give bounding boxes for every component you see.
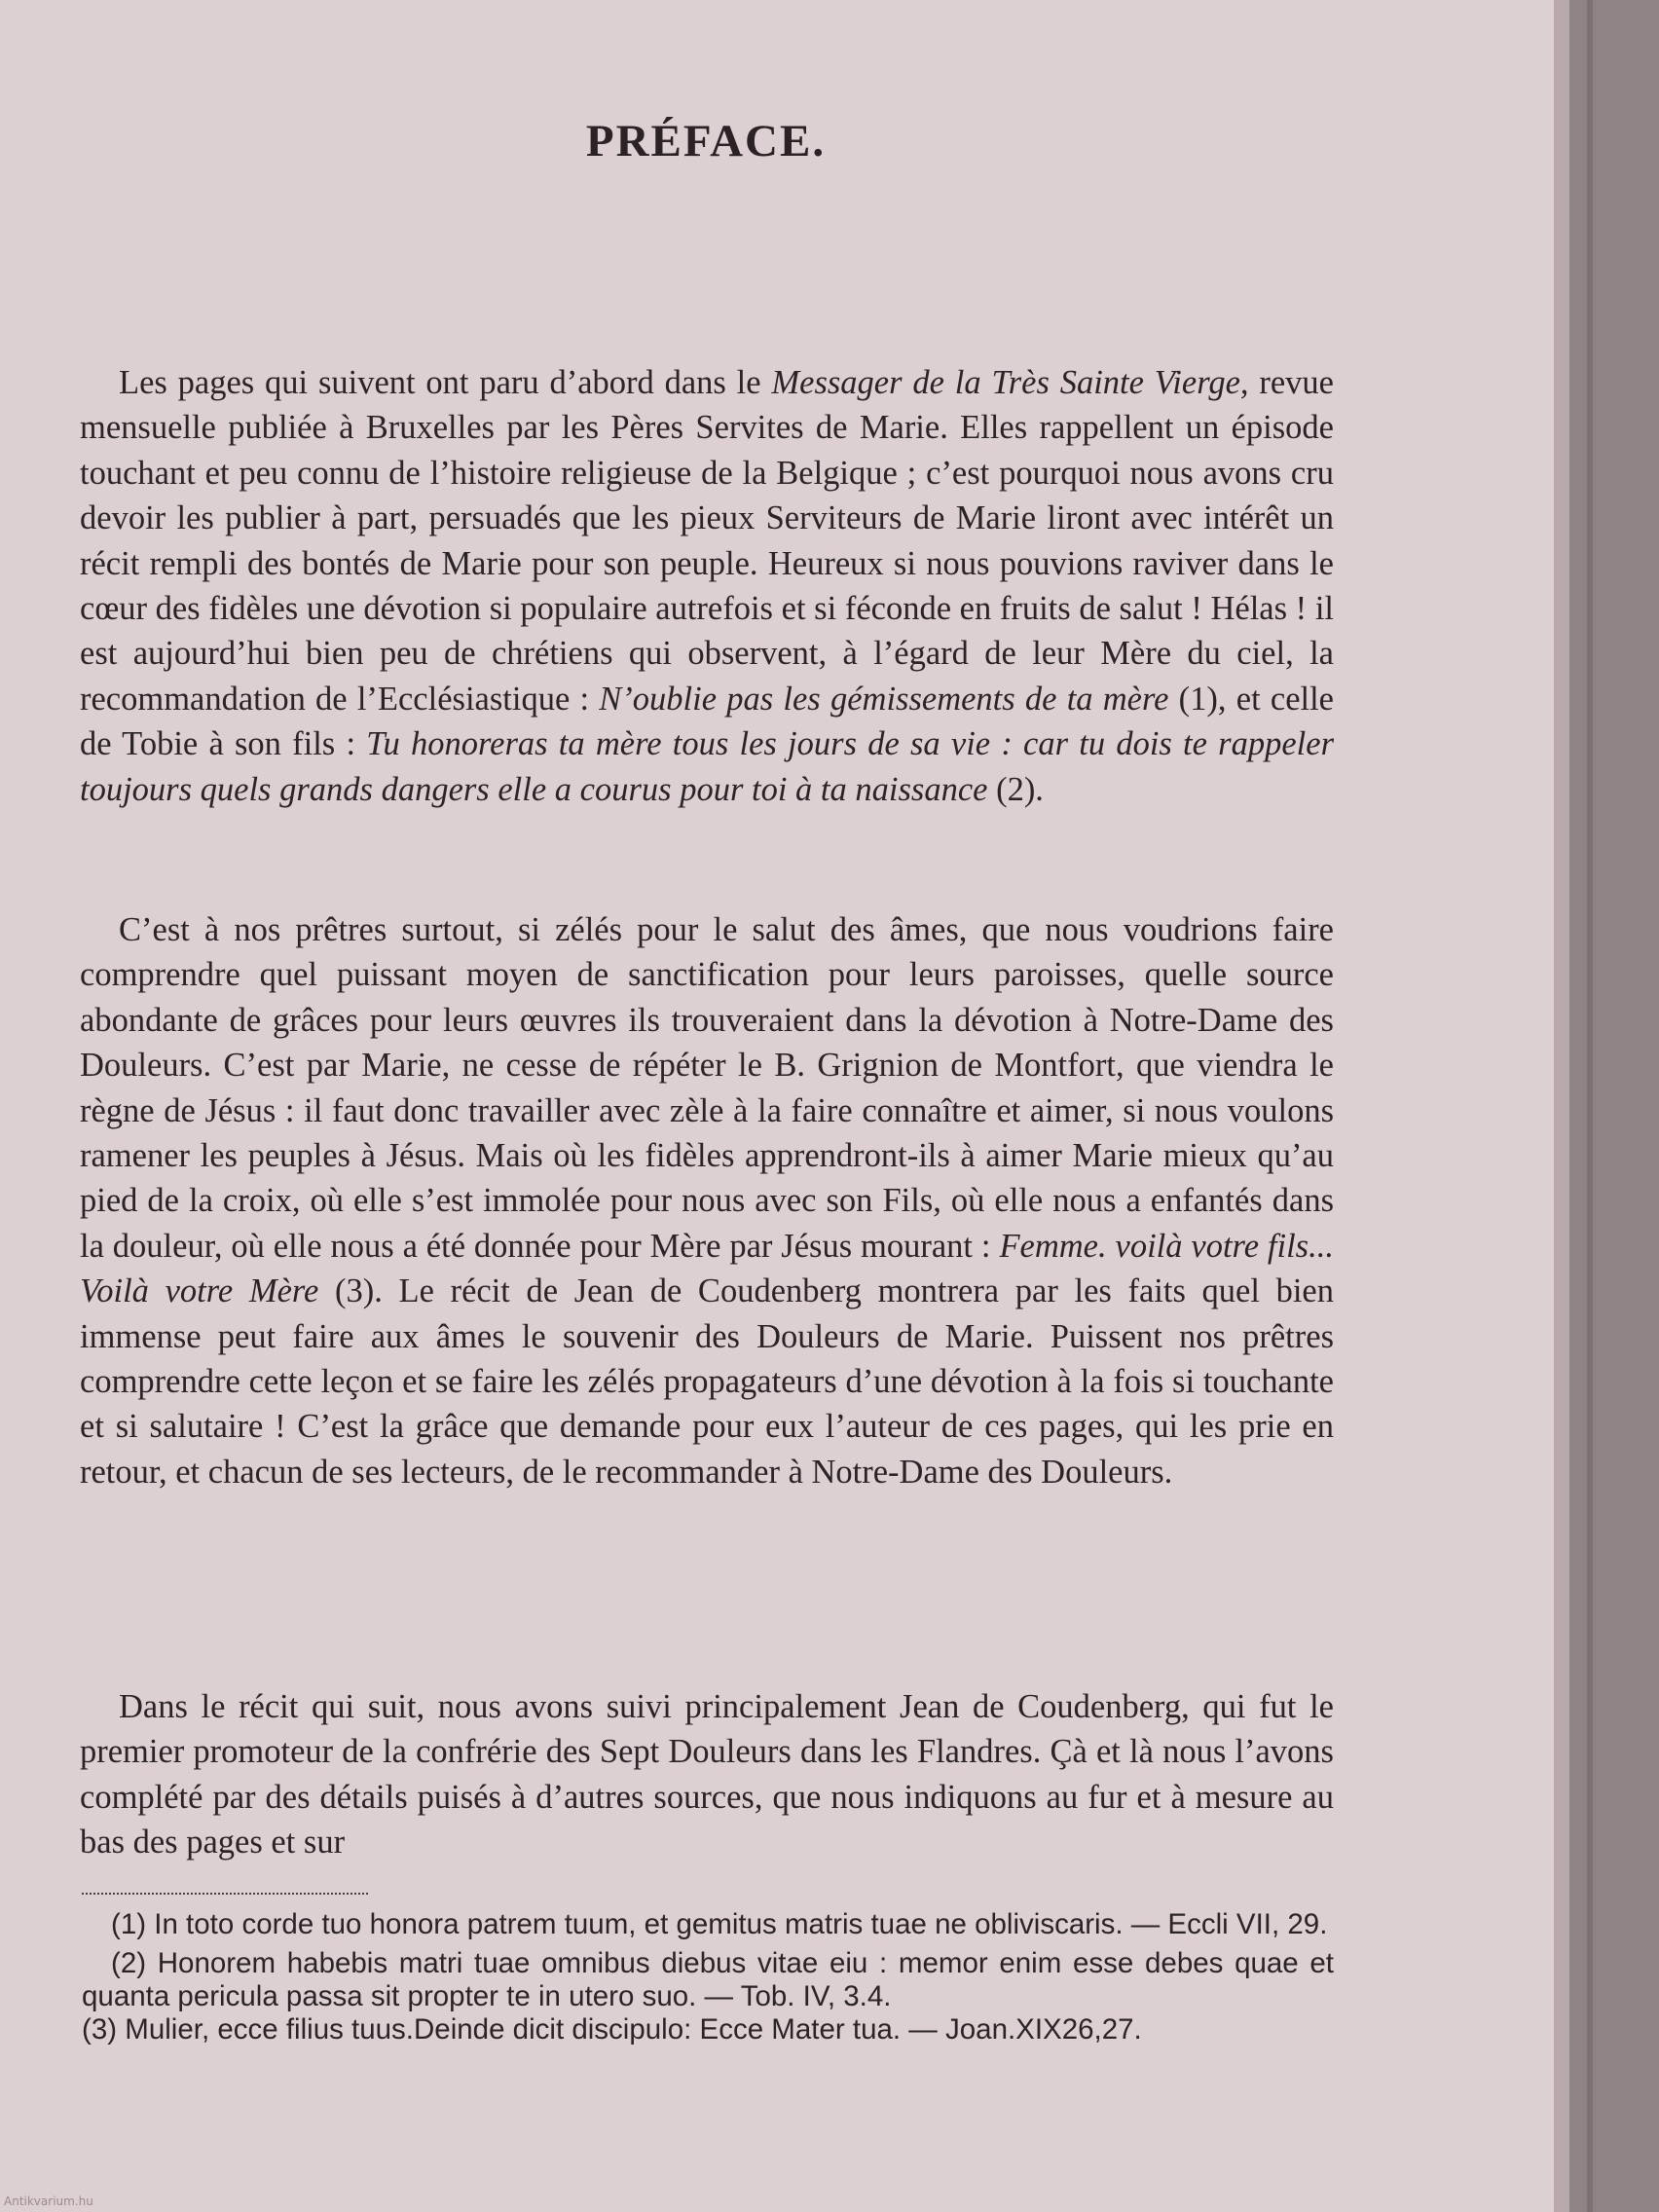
italic-quote-jesus: Femme. voilà votre fils... Voilà votre Mère xyxy=(80,1227,1334,1310)
priests-text: C’est à nos prêtres surtout, si zélés pour le salut des âmes, que nous voudrions faire comprendre quel puissant moyen de sanctification pour leurs paroisses, quelle source abondante de grâces pour leurs œuvres ils trouveraient dans la dévotion à Notre-Dame des Douleurs. C’est par Marie, ne cesse de répéter le B. Grignion de Montfort, que viendra le règne de Jésus : il faut donc travailler avec zèle à la faire connaître et aimer, si nous voulons ramener les peuples à Jésus. Mais où les fidèles apprendront-ils à aimer Marie mieux qu’au pied de la croix, où elle s’est immolée pour nous avec son Fils, où elle nous a enfantés dans la douleur, où elle nous a été donnée pour Mère par Jésus mourant : Femme. voilà votre fils... Voilà votre Mère (3). Le récit de Jean de Coudenberg montrera par les faits quel bien immense peut faire aux âmes le souvenir des Douleurs de Marie. Puissent nos prêtres comprendre cette leçon et se faire les zélés propagateurs d’une dévotion à la fois si touchante et si salutaire ! C’est la grâce que demande pour eux l’auteur de ces pages, qui les prie en retour, et chacun de ses lecteurs, de le recommander à Notre-Dame des Douleurs. xyxy=(80,911,1334,1491)
intro-text: Les pages qui suivent ont paru d’abord dans le Messager de la Très Sainte Vierge, revue mensuelle publiée à Bruxelles par les Pères Servites de Marie. Elles rappellent un épisode touchant et peu connu de l’histoire religieuse de la Belgique ; c’est pourquoi nous avons cru devoir les publier à part, persuadés que les pieux Serviteurs de Marie liront avec intérêt un récit rempli des bontés de Marie pour son peuple. Heureux si nous pouvions raviver dans le cœur des fidèles une dévotion si populaire autrefois et si féconde en fruits de salut ! Hélas ! il est aujourd’hui bien peu de chrétiens qui observent, à l’égard de leur Mère du ciel, la recommandation de l’Ecclésiastique : N’oublie pas les gémissements de ta mère (1), et celle de Tobie à son fils : Tu honoreras ta mère tous les jours de sa vie : car tu dois te rappeler toujours quels grands dangers elle a courus pour toi à ta naissance (2). xyxy=(80,364,1334,808)
watermark: Antikvarium.hu xyxy=(4,2194,93,2208)
footnote-divider xyxy=(82,1893,368,1895)
priests-paragraph xyxy=(80,907,1334,1494)
italic-quote-tobie: Tu honoreras ta mère tous les jours de sa vie : car tu dois te rappeler toujours quels grands dangers elle a courus pour toi à ta naissance xyxy=(80,725,1334,808)
page-title: PRÉFACE. xyxy=(585,116,827,166)
footnote-3: (3) Mulier, ecce filius tuus.Deinde dicit discipulo: Ecce Mater tua. — Joan.XIX26,27. xyxy=(82,2013,1142,2046)
sources-text: Dans le récit qui suit, nous avons suivi principalement Jean de Coudenberg, qui fut le premier promoteur de la confrérie des Sept Douleurs dans les Flandres. Çà et là nous l’avons complété par des détails puisés à d’autres sources, que nous indiquons au fur et à mesure au bas des pages et sur xyxy=(80,1688,1334,1862)
italic-title-messager: Messager de la Très Sainte Vierge, xyxy=(771,364,1249,401)
footnotes xyxy=(82,1908,1334,2052)
sources-paragraph xyxy=(80,1684,1334,1865)
page-edge-shadow xyxy=(1554,0,1569,2212)
footnote-2: (2) Honorem habebis matri tuae omnibus diebus vitae eiu : memor enim esse debes quae et quanta pericula passa sit propter te in utero suo. — Tob. IV, 3.4. xyxy=(82,1947,1334,2012)
intro-paragraph xyxy=(80,360,1334,812)
italic-quote-ecclesiastique: N’oublie pas les gémissements de ta mère xyxy=(599,680,1169,718)
book-edge xyxy=(1569,0,1659,2212)
footnote-1: (1) In toto corde tuo honora patrem tuum, et gemitus matris tuae ne obliviscaris. — Eccli VII, 29. xyxy=(111,1908,1328,1940)
